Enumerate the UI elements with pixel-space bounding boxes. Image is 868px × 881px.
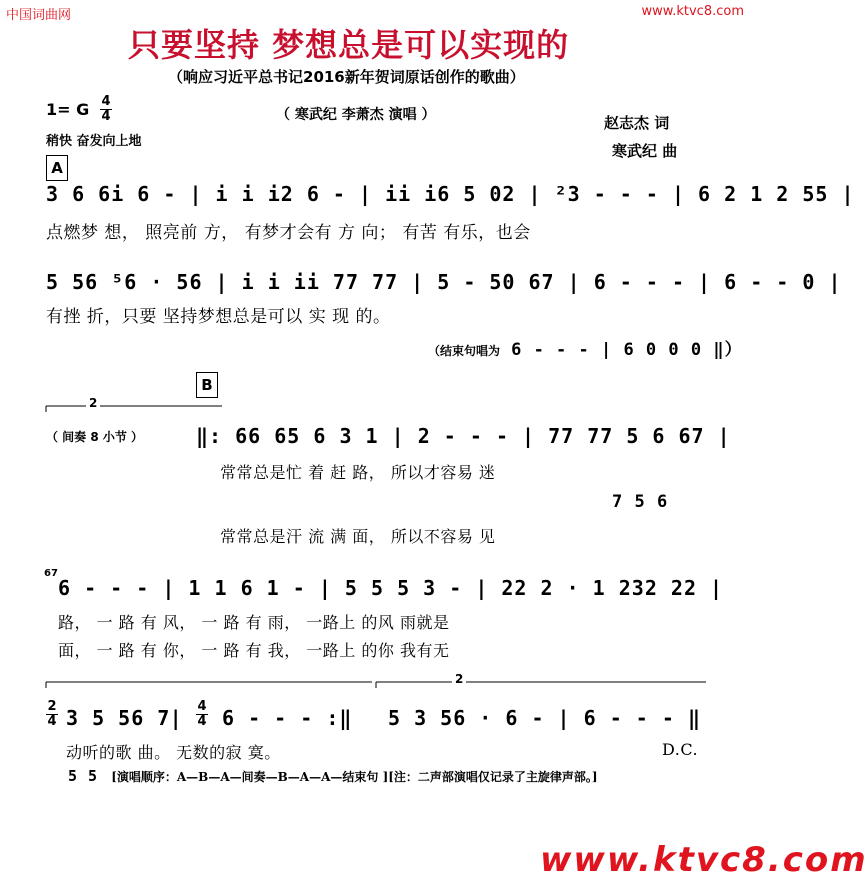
lyricist-credit: 赵志杰 词 xyxy=(604,114,670,132)
ts1-top: 2 xyxy=(47,699,57,714)
lyric-line-3b: 常常总是汗 流 满 面， 所以不容易 见 xyxy=(220,527,496,546)
lyric-line-2: 有挫 折，只要 坚持梦想总是可以 实 现 的。 xyxy=(46,307,391,327)
ts2-top: 4 xyxy=(197,699,207,714)
notation-line-2: 5 56 ⁵6 · 56 | i i ii 77 77 | 5 - 50 67 | 6 - - - | 6 - - 0 | xyxy=(46,270,842,294)
barline: | xyxy=(172,706,180,730)
footnote-notes: 5 5 xyxy=(68,767,99,785)
lyric-line-5: 动听的歌 曲。 无数的寂 寞。 xyxy=(66,743,281,762)
song-title: 只要坚持 梦想总是可以实现的 xyxy=(128,26,570,64)
notation-line-3: ‖: 66 65 6 3 1 | 2 - - - | 77 77 5 6 67 | xyxy=(196,424,731,448)
watermark-right: www.ktvc8.com xyxy=(641,4,744,19)
notation-line-1: 3 6 6i 6 - | i i i2 6 - | ii i6 5 02 | ²3 - - - | 6 2 1 2 55 | xyxy=(46,182,855,206)
time-signature xyxy=(100,95,112,124)
ending-notes: 6 - - - | 6 0 0 0 ‖） xyxy=(511,340,743,360)
footer-url[interactable]: www.ktvc8.com xyxy=(540,840,868,880)
lyric-line-3a: 常常总是忙 着 赶 路， 所以才容易 迷 xyxy=(220,463,496,482)
composer-credit: 寒武纪 曲 xyxy=(612,142,678,160)
rehearsal-mark-a: A xyxy=(46,155,68,181)
lyric-line-4a: 路， 一 路 有 风， 一 路 有 雨， 一路上 的风 雨就是 xyxy=(58,613,450,632)
time-sig-4-4 xyxy=(196,700,208,729)
notation-line-5c: 5 3 56 · 6 - | 6 - - - ‖ xyxy=(388,706,701,730)
time-sig-2-4 xyxy=(46,700,58,729)
lyric-line-4b: 面， 一 路 有 你， 一 路 有 我， 一路上 的你 我有无 xyxy=(58,641,450,660)
ts2-bottom: 4 xyxy=(197,714,207,729)
notation-line-4: 6 - - - | 1 1 6 1 - | 5 5 5 3 - | 22 2 · 1 232 22 | xyxy=(58,576,724,600)
time-bottom: 4 xyxy=(101,109,111,124)
line5-bracket-number: 2 xyxy=(452,672,466,686)
key-signature xyxy=(46,100,89,119)
ending-label: （结束句唱为 xyxy=(428,344,501,358)
notation-line-5a: 3 5 56 7 xyxy=(66,706,171,730)
grace-note: 67 xyxy=(44,568,58,579)
time-top: 4 xyxy=(101,94,111,109)
lyric-line-1: 点燃梦 想， 照亮前 方， 有梦才会有 方 向； 有苦 有乐，也会 xyxy=(46,223,531,243)
line5-brackets xyxy=(44,674,708,688)
footnote xyxy=(68,766,598,785)
notation-line-5b: 6 - - - :‖ xyxy=(222,706,353,730)
interlude-bracket-number: 2 xyxy=(86,396,100,410)
tempo-marking: 稍快 奋发向上地 xyxy=(46,134,142,149)
interlude-bracket xyxy=(44,398,224,412)
ts1-bottom: 4 xyxy=(47,714,57,729)
watermark-left: 中国词曲网 xyxy=(6,8,72,23)
song-subtitle: （响应习近平总书记2016新年贺词原话创作的歌曲） xyxy=(168,68,525,86)
interlude-label: （ 间奏 8 小节 ） xyxy=(46,430,144,444)
key-label: 1= G xyxy=(46,100,90,119)
footnote-text: [演唱顺序：A—B—A—间奏—B—A—A—结束句 ][注：二声部演唱仅记录了主旋律声部。] xyxy=(111,770,598,784)
singers: （ 寒武纪 李萧杰 演唱 ） xyxy=(276,107,436,123)
alt-notes: 7 5 6 xyxy=(612,492,669,512)
rehearsal-mark-b: B xyxy=(196,372,218,398)
da-capo: D.C. xyxy=(662,740,699,759)
ending-note xyxy=(428,335,743,360)
